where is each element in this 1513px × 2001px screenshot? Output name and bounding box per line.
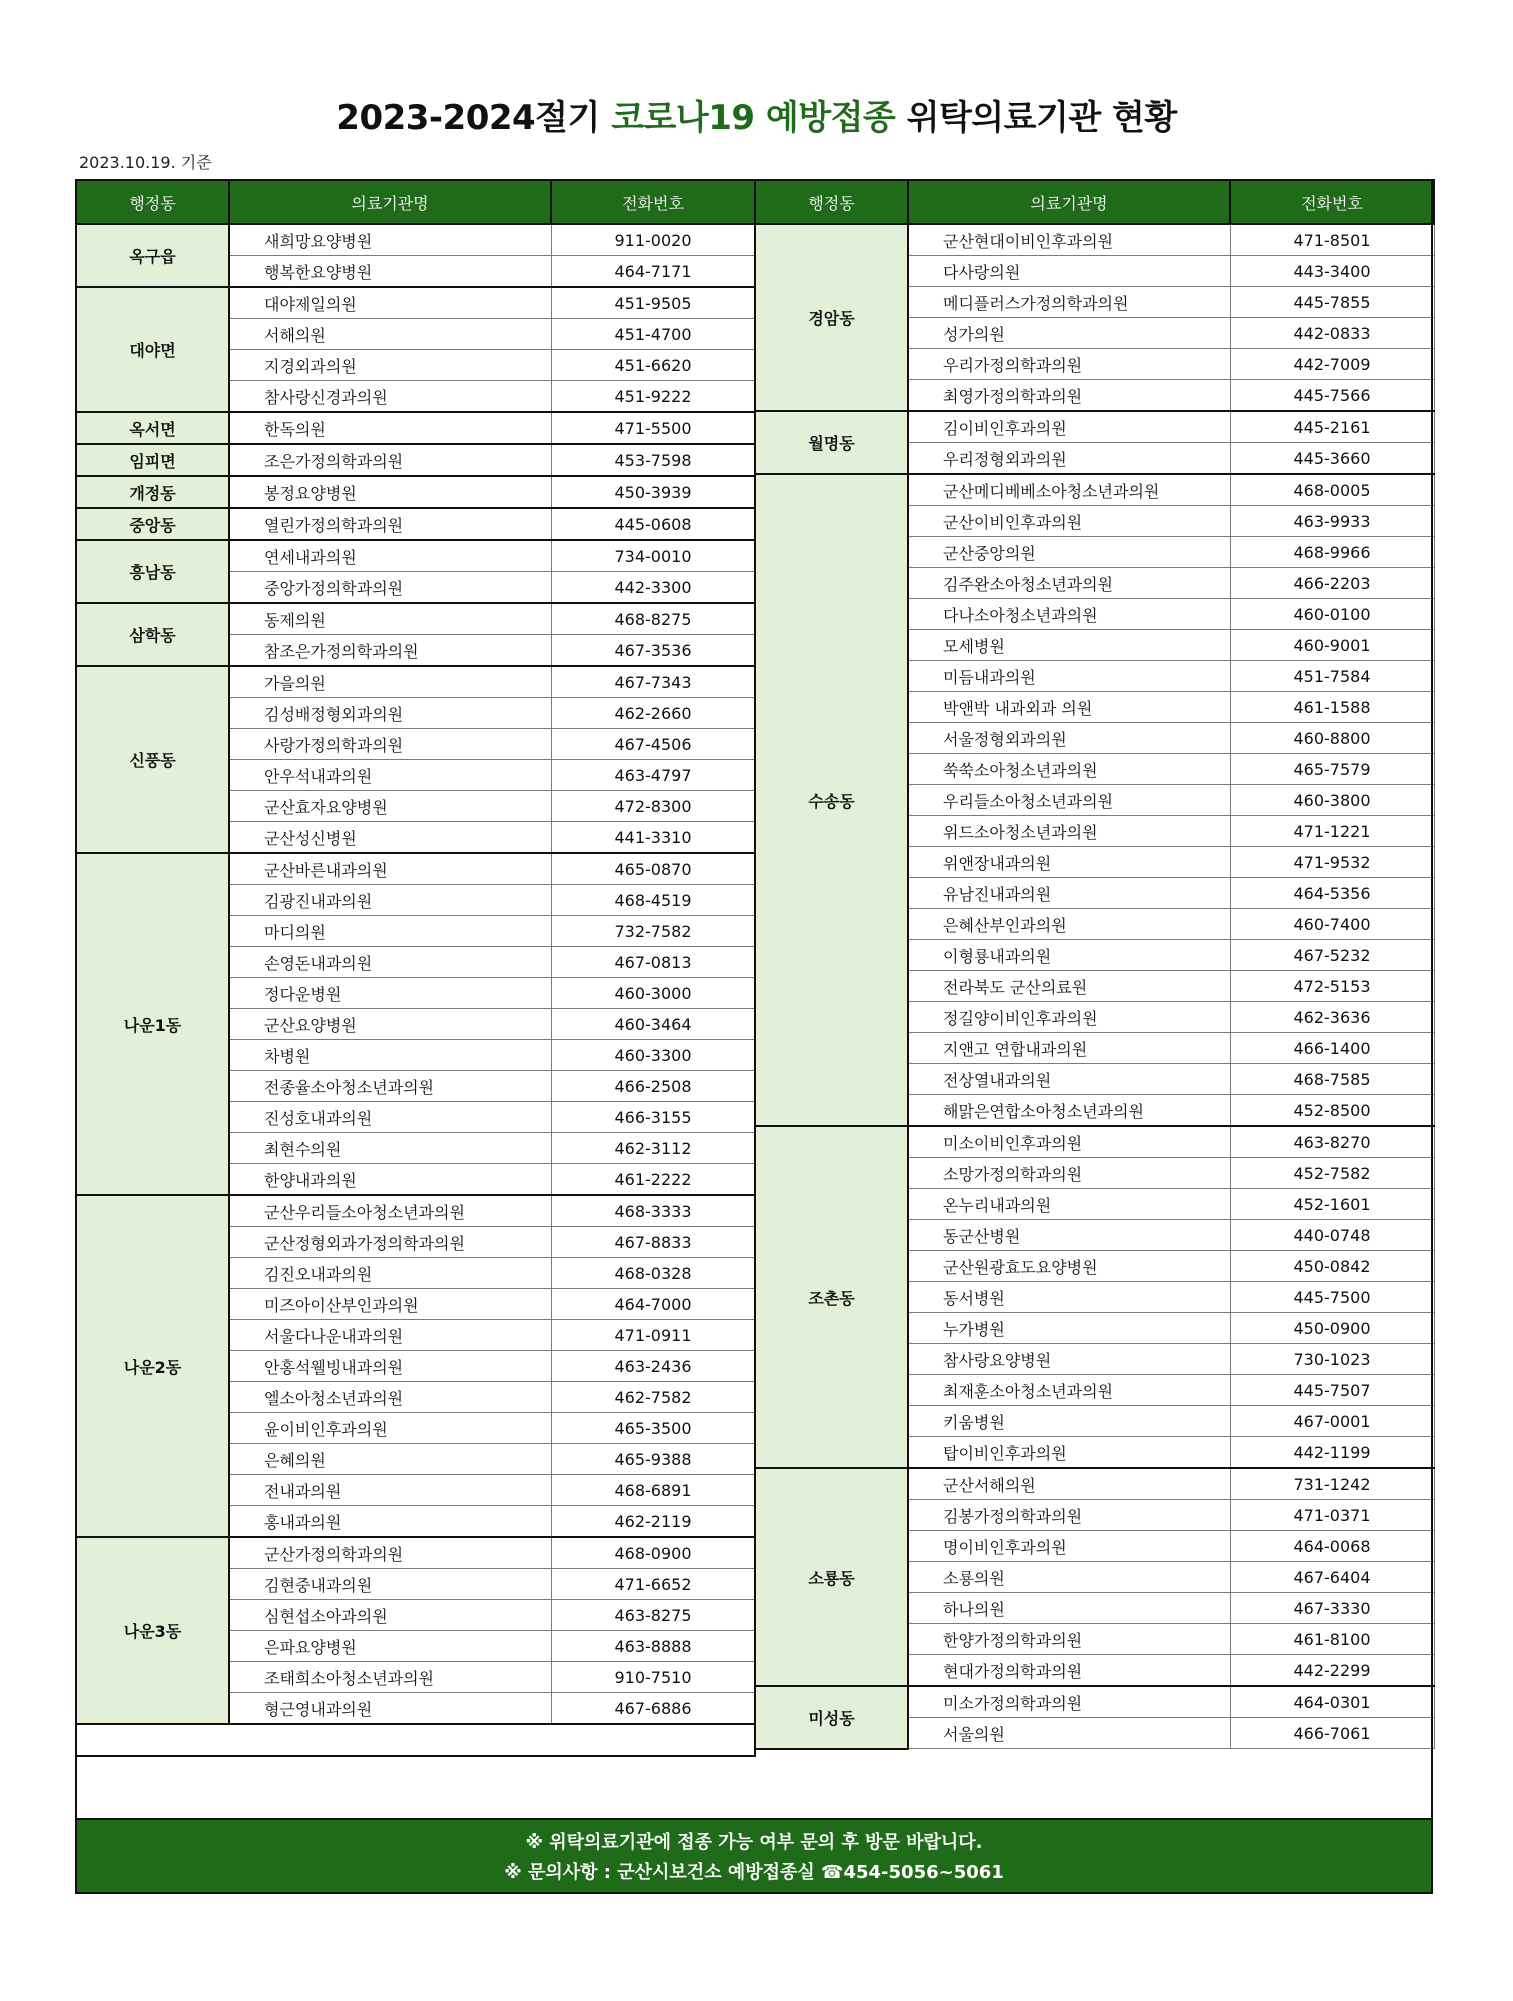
clinic-name-cell: 은혜의원 xyxy=(229,1444,551,1475)
table-row xyxy=(76,412,755,444)
clinic-name-cell: 윤이비인후과의원 xyxy=(229,1413,551,1444)
clinic-name-cell: 미즈아이산부인과의원 xyxy=(229,1289,551,1320)
phone-cell: 467-3536 xyxy=(551,635,755,667)
phone-cell: 460-3464 xyxy=(551,1009,755,1040)
clinic-name-cell: 메디플러스가정의학과의원 xyxy=(908,287,1230,318)
dong-cell: 중앙동 xyxy=(76,508,229,540)
clinic-name-cell: 김광진내과의원 xyxy=(229,885,551,916)
phone-cell: 442-0833 xyxy=(1230,318,1434,349)
phone-cell: 460-3300 xyxy=(551,1040,755,1071)
table-row xyxy=(755,224,1434,256)
phone-cell: 463-4797 xyxy=(551,760,755,791)
phone-cell: 463-9933 xyxy=(1230,506,1434,537)
clinic-name-cell: 정다운병원 xyxy=(229,978,551,1009)
phone-cell: 464-5356 xyxy=(1230,878,1434,909)
dong-cell: 미성동 xyxy=(755,1686,908,1749)
phone-cell: 465-7579 xyxy=(1230,754,1434,785)
clinic-name-cell: 김봉가정의학과의원 xyxy=(908,1500,1230,1531)
phone-cell: 442-1199 xyxy=(1230,1437,1434,1469)
clinic-name-cell: 조태희소아청소년과의원 xyxy=(229,1662,551,1693)
phone-cell: 468-3333 xyxy=(551,1195,755,1227)
clinic-name-cell: 김주완소아청소년과의원 xyxy=(908,568,1230,599)
clinic-name-cell: 김성배정형외과의원 xyxy=(229,698,551,729)
clinic-name-cell: 중앙가정의학과의원 xyxy=(229,572,551,604)
phone-cell: 450-0900 xyxy=(1230,1313,1434,1344)
phone-cell: 466-3155 xyxy=(551,1102,755,1133)
phone-cell: 443-3400 xyxy=(1230,256,1434,287)
phone-cell: 464-0301 xyxy=(1230,1686,1434,1718)
clinic-name-cell: 누가병원 xyxy=(908,1313,1230,1344)
clinic-name-cell: 새희망요양병원 xyxy=(229,224,551,256)
phone-cell: 462-2660 xyxy=(551,698,755,729)
clinic-name-cell: 탑이비인후과의원 xyxy=(908,1437,1230,1469)
phone-cell: 453-7598 xyxy=(551,444,755,476)
phone-cell: 445-7566 xyxy=(1230,380,1434,412)
clinic-name-cell: 이형룡내과의원 xyxy=(908,940,1230,971)
table-row xyxy=(76,540,755,572)
clinic-name-cell: 서울정형외과의원 xyxy=(908,723,1230,754)
clinic-name-cell: 미소가정의학과의원 xyxy=(908,1686,1230,1718)
phone-cell: 445-2161 xyxy=(1230,411,1434,443)
phone-cell: 467-0001 xyxy=(1230,1406,1434,1437)
phone-cell: 467-7343 xyxy=(551,666,755,698)
clinic-name-cell: 심현섭소아과의원 xyxy=(229,1600,551,1631)
clinic-name-cell: 한독의원 xyxy=(229,412,551,444)
phone-cell: 460-8800 xyxy=(1230,723,1434,754)
clinic-name-cell: 최현수의원 xyxy=(229,1133,551,1164)
clinic-name-cell: 군산요양병원 xyxy=(229,1009,551,1040)
phone-cell: 466-1400 xyxy=(1230,1033,1434,1064)
clinic-name-cell: 우리정형외과의원 xyxy=(908,443,1230,475)
phone-cell: 460-7400 xyxy=(1230,909,1434,940)
phone-cell: 451-4700 xyxy=(551,319,755,350)
phone-cell: 911-0020 xyxy=(551,224,755,256)
clinic-name-cell: 군산서해의원 xyxy=(908,1468,1230,1500)
phone-cell: 445-7507 xyxy=(1230,1375,1434,1406)
phone-cell: 442-7009 xyxy=(1230,349,1434,380)
title-suffix: 위탁의료기관 현황 xyxy=(895,98,1177,138)
phone-cell: 463-8888 xyxy=(551,1631,755,1662)
clinic-name-cell: 하나의원 xyxy=(908,1593,1230,1624)
clinic-name-cell: 형근영내과의원 xyxy=(229,1693,551,1725)
phone-cell: 472-5153 xyxy=(1230,971,1434,1002)
dong-cell: 나운1동 xyxy=(76,853,229,1195)
phone-cell: 730-1023 xyxy=(1230,1344,1434,1375)
phone-cell: 461-8100 xyxy=(1230,1624,1434,1655)
phone-cell: 441-3310 xyxy=(551,822,755,854)
phone-cell: 442-3300 xyxy=(551,572,755,604)
clinic-name-cell: 차병원 xyxy=(229,1040,551,1071)
clinic-name-cell: 군산중앙의원 xyxy=(908,537,1230,568)
phone-cell: 461-1588 xyxy=(1230,692,1434,723)
phone-cell: 460-9001 xyxy=(1230,630,1434,661)
clinic-name-cell: 동서병원 xyxy=(908,1282,1230,1313)
clinic-name-cell: 우리들소아청소년과의원 xyxy=(908,785,1230,816)
clinic-name-cell: 해맑은연합소아청소년과의원 xyxy=(908,1095,1230,1127)
phone-cell: 471-0911 xyxy=(551,1320,755,1351)
empty-row xyxy=(76,1724,755,1756)
dong-cell: 삼학동 xyxy=(76,603,229,666)
dong-cell: 옥서면 xyxy=(76,412,229,444)
dong-cell: 나운2동 xyxy=(76,1195,229,1537)
phone-cell: 471-6652 xyxy=(551,1569,755,1600)
header-dong: 행정동 xyxy=(755,180,908,224)
phone-cell: 466-7061 xyxy=(1230,1718,1434,1749)
phone-cell: 468-0005 xyxy=(1230,474,1434,506)
phone-cell: 467-6886 xyxy=(551,1693,755,1725)
footer-line-2: ※ 문의사항 : 군산시보건소 예방접종실 ☎454-5056~5061 xyxy=(504,1862,1004,1883)
clinic-name-cell: 참사랑신경과의원 xyxy=(229,381,551,413)
phone-cell: 464-7000 xyxy=(551,1289,755,1320)
table-row xyxy=(755,1686,1434,1718)
phone-cell: 466-2203 xyxy=(1230,568,1434,599)
clinic-name-cell: 군산우리들소아청소년과의원 xyxy=(229,1195,551,1227)
phone-cell: 460-3000 xyxy=(551,978,755,1009)
table-row xyxy=(76,853,755,885)
clinic-name-cell: 한양내과의원 xyxy=(229,1164,551,1196)
left-table-body xyxy=(76,224,755,1756)
phone-cell: 451-7584 xyxy=(1230,661,1434,692)
page-title xyxy=(0,90,1513,139)
clinic-name-cell: 정길양이비인후과의원 xyxy=(908,1002,1230,1033)
phone-cell: 462-7582 xyxy=(551,1382,755,1413)
phone-cell: 463-8275 xyxy=(551,1600,755,1631)
phone-cell: 910-7510 xyxy=(551,1662,755,1693)
clinic-name-cell: 현대가정의학과의원 xyxy=(908,1655,1230,1687)
clinic-name-cell: 군산이비인후과의원 xyxy=(908,506,1230,537)
clinic-name-cell: 김이비인후과의원 xyxy=(908,411,1230,443)
dong-cell: 소룡동 xyxy=(755,1468,908,1686)
clinic-name-cell: 전종율소아청소년과의원 xyxy=(229,1071,551,1102)
table-row xyxy=(76,1195,755,1227)
dong-cell: 조촌동 xyxy=(755,1126,908,1468)
header-name: 의료기관명 xyxy=(908,180,1230,224)
clinic-name-cell: 서울다나운내과의원 xyxy=(229,1320,551,1351)
phone-cell: 471-1221 xyxy=(1230,816,1434,847)
phone-cell: 466-2508 xyxy=(551,1071,755,1102)
phone-cell: 467-8833 xyxy=(551,1227,755,1258)
clinic-name-cell: 참조은가정의학과의원 xyxy=(229,635,551,667)
clinic-name-cell: 엘소아청소년과의원 xyxy=(229,1382,551,1413)
clinic-name-cell: 다나소아청소년과의원 xyxy=(908,599,1230,630)
phone-cell: 467-0813 xyxy=(551,947,755,978)
clinic-name-cell: 안우석내과의원 xyxy=(229,760,551,791)
clinic-name-cell: 소망가정의학과의원 xyxy=(908,1158,1230,1189)
title-accent: 코로나19 예방접종 xyxy=(611,98,896,138)
clinic-name-cell: 군산메디베베소아청소년과의원 xyxy=(908,474,1230,506)
clinic-name-cell: 홍내과의원 xyxy=(229,1506,551,1538)
clinic-name-cell: 서해의원 xyxy=(229,319,551,350)
clinic-name-cell: 군산정형외과가정의학과의원 xyxy=(229,1227,551,1258)
clinic-name-cell: 은혜산부인과의원 xyxy=(908,909,1230,940)
phone-cell: 468-4519 xyxy=(551,885,755,916)
phone-cell: 464-7171 xyxy=(551,256,755,288)
clinic-name-cell: 조은가정의학과의원 xyxy=(229,444,551,476)
phone-cell: 471-8501 xyxy=(1230,224,1434,256)
phone-cell: 463-2436 xyxy=(551,1351,755,1382)
phone-cell: 452-1601 xyxy=(1230,1189,1434,1220)
header-phone: 전화번호 xyxy=(551,180,755,224)
header-dong: 행정동 xyxy=(76,180,229,224)
dong-cell: 대야면 xyxy=(76,287,229,412)
clinic-name-cell: 지경외과의원 xyxy=(229,350,551,381)
clinic-name-cell: 미소이비인후과의원 xyxy=(908,1126,1230,1158)
clinic-name-cell: 연세내과의원 xyxy=(229,540,551,572)
phone-cell: 460-0100 xyxy=(1230,599,1434,630)
left-clinic-table xyxy=(75,179,756,1757)
phone-cell: 445-3660 xyxy=(1230,443,1434,475)
table-row xyxy=(76,224,755,256)
phone-cell: 440-0748 xyxy=(1230,1220,1434,1251)
phone-cell: 472-8300 xyxy=(551,791,755,822)
clinic-name-cell: 김진오내과의원 xyxy=(229,1258,551,1289)
clinic-name-cell: 군산효자요양병원 xyxy=(229,791,551,822)
phone-cell: 465-3500 xyxy=(551,1413,755,1444)
phone-cell: 467-5232 xyxy=(1230,940,1434,971)
clinic-name-cell: 군산성신병원 xyxy=(229,822,551,854)
table-row xyxy=(76,287,755,319)
empty-cell xyxy=(76,1724,755,1756)
phone-cell: 463-8270 xyxy=(1230,1126,1434,1158)
phone-cell: 461-2222 xyxy=(551,1164,755,1196)
clinic-name-cell: 동제의원 xyxy=(229,603,551,635)
phone-cell: 471-0371 xyxy=(1230,1500,1434,1531)
clinic-name-cell: 가을의원 xyxy=(229,666,551,698)
phone-cell: 731-1242 xyxy=(1230,1468,1434,1500)
clinic-name-cell: 열린가정의학과의원 xyxy=(229,508,551,540)
clinic-name-cell: 안홍석웰빙내과의원 xyxy=(229,1351,551,1382)
phone-cell: 450-0842 xyxy=(1230,1251,1434,1282)
phone-cell: 467-4506 xyxy=(551,729,755,760)
phone-cell: 468-6891 xyxy=(551,1475,755,1506)
clinic-name-cell: 은파요양병원 xyxy=(229,1631,551,1662)
dong-cell: 옥구읍 xyxy=(76,224,229,287)
clinic-name-cell: 위앤장내과의원 xyxy=(908,847,1230,878)
clinic-name-cell: 전내과의원 xyxy=(229,1475,551,1506)
phone-cell: 732-7582 xyxy=(551,916,755,947)
phone-cell: 734-0010 xyxy=(551,540,755,572)
clinic-name-cell: 행복한요양병원 xyxy=(229,256,551,288)
table-row xyxy=(76,476,755,508)
phone-cell: 445-0608 xyxy=(551,508,755,540)
right-header-row xyxy=(755,180,1434,224)
clinic-name-cell: 쑥쑥소아청소년과의원 xyxy=(908,754,1230,785)
clinic-name-cell: 김현중내과의원 xyxy=(229,1569,551,1600)
clinic-name-cell: 미듬내과의원 xyxy=(908,661,1230,692)
clinic-name-cell: 모세병원 xyxy=(908,630,1230,661)
clinic-name-cell: 서울의원 xyxy=(908,1718,1230,1749)
clinic-name-cell: 박앤박 내과외과 의원 xyxy=(908,692,1230,723)
phone-cell: 464-0068 xyxy=(1230,1531,1434,1562)
clinic-name-cell: 마디의원 xyxy=(229,916,551,947)
phone-cell: 465-0870 xyxy=(551,853,755,885)
dong-cell: 임피면 xyxy=(76,444,229,476)
clinic-name-cell: 동군산병원 xyxy=(908,1220,1230,1251)
clinic-name-cell: 최영가정의학과의원 xyxy=(908,380,1230,412)
phone-cell: 445-7500 xyxy=(1230,1282,1434,1313)
phone-cell: 471-9532 xyxy=(1230,847,1434,878)
phone-cell: 467-6404 xyxy=(1230,1562,1434,1593)
phone-cell: 462-3112 xyxy=(551,1133,755,1164)
phone-cell: 468-8275 xyxy=(551,603,755,635)
phone-cell: 462-2119 xyxy=(551,1506,755,1538)
phone-cell: 467-3330 xyxy=(1230,1593,1434,1624)
clinic-name-cell: 대야제일의원 xyxy=(229,287,551,319)
clinic-name-cell: 군산가정의학과의원 xyxy=(229,1537,551,1569)
footer-line-1: ※ 위탁의료기관에 접종 가능 여부 문의 후 방문 바랍니다. xyxy=(525,1832,983,1853)
phone-cell: 468-7585 xyxy=(1230,1064,1434,1095)
dong-cell: 흥남동 xyxy=(76,540,229,603)
table-row xyxy=(76,666,755,698)
phone-cell: 442-2299 xyxy=(1230,1655,1434,1687)
table-row xyxy=(755,474,1434,506)
clinic-name-cell: 온누리내과의원 xyxy=(908,1189,1230,1220)
phone-cell: 445-7855 xyxy=(1230,287,1434,318)
table-row xyxy=(76,603,755,635)
phone-cell: 451-9505 xyxy=(551,287,755,319)
table-row xyxy=(755,411,1434,443)
clinic-name-cell: 참사랑요양병원 xyxy=(908,1344,1230,1375)
right-table-body xyxy=(755,224,1434,1749)
clinic-name-cell: 전상열내과의원 xyxy=(908,1064,1230,1095)
clinic-name-cell: 봉정요양병원 xyxy=(229,476,551,508)
phone-cell: 450-3939 xyxy=(551,476,755,508)
phone-cell: 462-3636 xyxy=(1230,1002,1434,1033)
phone-cell: 451-6620 xyxy=(551,350,755,381)
header-name: 의료기관명 xyxy=(229,180,551,224)
dong-cell: 월명동 xyxy=(755,411,908,474)
clinic-name-cell: 손영돈내과의원 xyxy=(229,947,551,978)
clinic-name-cell: 성가의원 xyxy=(908,318,1230,349)
phone-cell: 465-9388 xyxy=(551,1444,755,1475)
table-row xyxy=(76,508,755,540)
reference-date: 2023.10.19. 기준 xyxy=(79,153,212,172)
clinic-name-cell: 군산바른내과의원 xyxy=(229,853,551,885)
header-phone: 전화번호 xyxy=(1230,180,1434,224)
clinic-name-cell: 키움병원 xyxy=(908,1406,1230,1437)
clinic-name-cell: 진성호내과의원 xyxy=(229,1102,551,1133)
table-row xyxy=(76,444,755,476)
title-prefix: 2023-2024절기 xyxy=(336,98,612,138)
clinic-name-cell: 소룡의원 xyxy=(908,1562,1230,1593)
clinic-name-cell: 다사랑의원 xyxy=(908,256,1230,287)
clinic-name-cell: 군산현대이비인후과의원 xyxy=(908,224,1230,256)
dong-cell: 신풍동 xyxy=(76,666,229,853)
table-row xyxy=(755,1126,1434,1158)
phone-cell: 452-8500 xyxy=(1230,1095,1434,1127)
phone-cell: 468-0328 xyxy=(551,1258,755,1289)
phone-cell: 452-7582 xyxy=(1230,1158,1434,1189)
clinic-name-cell: 한양가정의학과의원 xyxy=(908,1624,1230,1655)
dong-cell: 나운3동 xyxy=(76,1537,229,1724)
phone-cell: 468-0900 xyxy=(551,1537,755,1569)
phone-cell: 460-3800 xyxy=(1230,785,1434,816)
clinic-name-cell: 군산원광효도요양병원 xyxy=(908,1251,1230,1282)
clinic-name-cell: 명이비인후과의원 xyxy=(908,1531,1230,1562)
footer-notice xyxy=(75,1818,1433,1894)
phone-cell: 471-5500 xyxy=(551,412,755,444)
dong-cell: 개정동 xyxy=(76,476,229,508)
phone-cell: 451-9222 xyxy=(551,381,755,413)
dong-cell: 경암동 xyxy=(755,224,908,411)
dong-cell: 수송동 xyxy=(755,474,908,1126)
clinic-name-cell: 사랑가정의학과의원 xyxy=(229,729,551,760)
clinic-name-cell: 전라북도 군산의료원 xyxy=(908,971,1230,1002)
table-row xyxy=(76,1537,755,1569)
clinic-name-cell: 최재훈소아청소년과의원 xyxy=(908,1375,1230,1406)
table-row xyxy=(755,1468,1434,1500)
left-header-row xyxy=(76,180,755,224)
clinic-name-cell: 위드소아청소년과의원 xyxy=(908,816,1230,847)
phone-cell: 468-9966 xyxy=(1230,537,1434,568)
clinic-name-cell: 우리가정의학과의원 xyxy=(908,349,1230,380)
clinic-name-cell: 지앤고 연합내과의원 xyxy=(908,1033,1230,1064)
clinic-name-cell: 유남진내과의원 xyxy=(908,878,1230,909)
right-clinic-table xyxy=(754,179,1435,1750)
